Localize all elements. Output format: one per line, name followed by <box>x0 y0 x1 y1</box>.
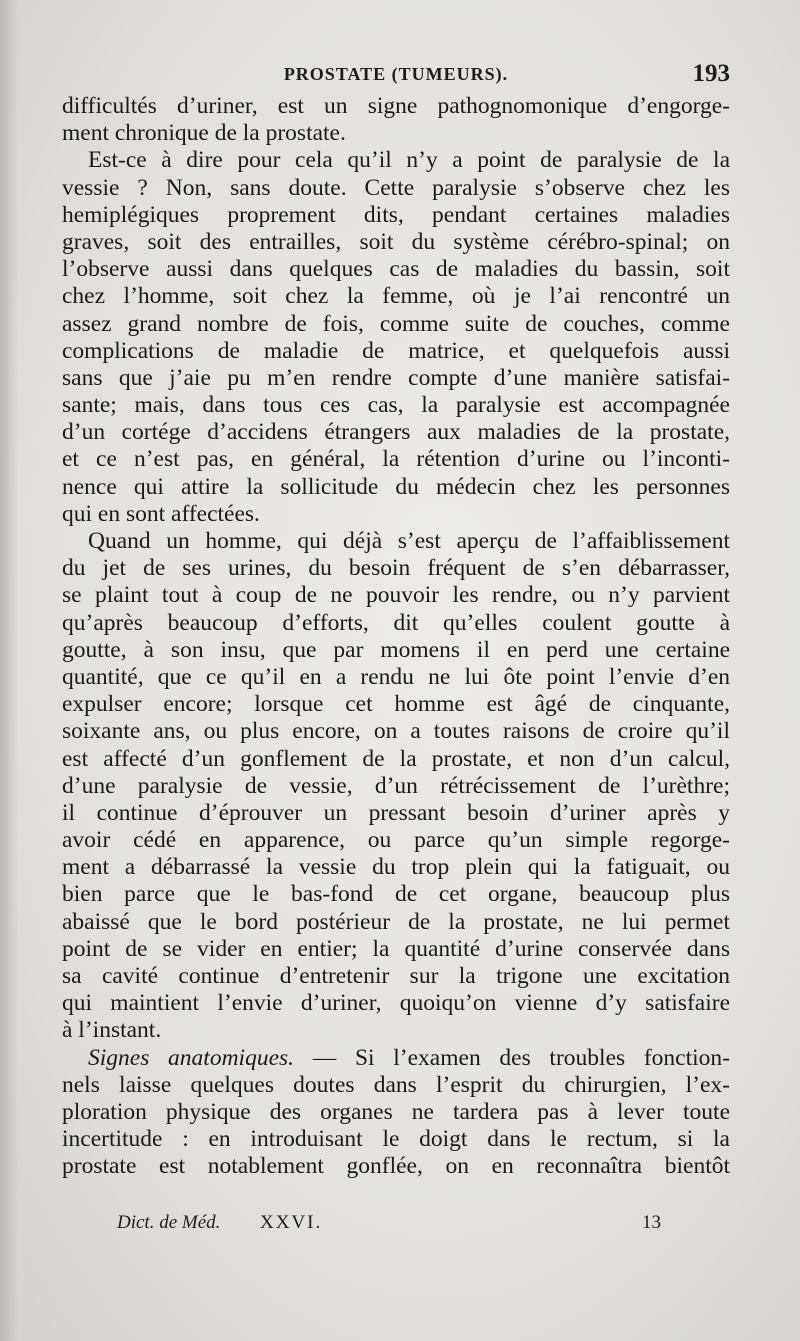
page-footer <box>62 1212 730 1240</box>
text-line: Quand un homme, qui déjà s’est aperçu de l’affaiblissement <box>88 528 730 554</box>
sheet-number: 13 <box>642 1212 661 1233</box>
text-line: abaissé que le bord postérieur de la prostate, ne lui permet <box>62 908 730 935</box>
text-line: sante; mais, dans tous ces cas, la paralysie est accompagnée <box>62 392 730 419</box>
text-line: sa cavité continue d’entretenir sur la trigone une excitation <box>62 963 730 989</box>
text-line: goutte, à son insu, que par momens il en perd une certaine <box>62 636 730 663</box>
body-text <box>62 93 730 1181</box>
text-line: ment a débarrassé la vessie du trop plein qui la fatiguait, ou <box>62 854 730 881</box>
text-line: expulser encore; lorsque cet homme est âgé de cinquante, <box>62 691 730 718</box>
text-line: d’un cortége d’accidens étrangers aux maladies de la prostate, <box>62 419 730 446</box>
text-line: à l’instant. <box>62 1017 162 1044</box>
text-line: nels laisse quelques doutes dans l’esprit du chirurgien, l’ex- <box>62 1071 730 1098</box>
text-line: prostate est notablement gonflée, on en reconnaîtra bientôt <box>62 1153 730 1180</box>
text-line: incertitude : en introduisant le doigt dans le rectum, si la <box>62 1126 730 1153</box>
text-line: vessie ? Non, sans doute. Cette paralysie s’observe chez les <box>62 174 730 201</box>
signature-mark: Dict. de Méd. <box>117 1212 221 1233</box>
text-line: avoir cédé en apparence, ou parce qu’un simple regorge- <box>62 827 730 854</box>
text-line: qui en sont affectées. <box>62 500 260 527</box>
running-title: PROSTATE (TUMEURS). <box>283 64 509 84</box>
section-heading: Signes anatomiques. <box>88 1044 295 1071</box>
text-line: Est-ce à dire pour cela qu’il n’y a point de paralysie de la <box>88 147 730 174</box>
page-number: 193 <box>692 60 730 87</box>
text-line: ment chronique de la prostate. <box>62 120 346 147</box>
text-line: se plaint tout à coup de ne pouvoir les rendre, ou n’y parvient <box>62 582 730 609</box>
text-line: du jet de ses urines, du besoin fréquent de s’en débarrasser, <box>62 555 730 582</box>
text-line: il continue d’éprouver un pressant besoin d’uriner après y <box>62 799 730 826</box>
text-line: quantité, que ce qu’il en a rendu ne lui ôte point l’envie d’en <box>62 663 730 690</box>
text-line: point de se vider en entier; la quantité d’urine conservée dans <box>62 935 730 962</box>
text-line-rest: — Si l’examen des troubles fonction- <box>294 1044 730 1071</box>
text-line: bien parce que le bas-fond de cet organe, beaucoup plus <box>62 881 730 908</box>
text-line: d’une paralysie de vessie, d’un rétrécissement de l’urèthre; <box>62 772 730 799</box>
running-head <box>62 60 730 90</box>
text-line: chez l’homme, soit chez la femme, où je l’ai rencontré un <box>62 283 730 310</box>
text-line: soixante ans, ou plus encore, on a toutes raisons de croire qu’il <box>62 718 730 745</box>
text-line: assez grand nombre de fois, comme suite de couches, comme <box>62 310 730 337</box>
text-line: difficultés d’uriner, est un signe pathognomonique d’engorge- <box>62 93 730 119</box>
text-line: ploration physique des organes ne tardera pas à lever toute <box>62 1098 730 1125</box>
text-line: qui maintient l’envie d’uriner, quoiqu’on vienne d’y satisfaire <box>62 990 730 1017</box>
page-gutter-shadow <box>0 0 18 1341</box>
text-line: sans que j’aie pu m’en rendre compte d’une manière satisfai- <box>62 364 730 391</box>
text-line: hemiplégiques proprement dits, pendant certaines maladies <box>62 201 730 228</box>
text-line: est affecté d’un gonflement de la prostate, et non d’un calcul, <box>62 745 730 772</box>
text-line <box>62 1045 730 1072</box>
text-line: qu’après beaucoup d’efforts, dit qu’elles coulent goutte à <box>62 609 730 636</box>
text-line: complications de maladie de matrice, et quelquefois aussi <box>62 337 730 364</box>
text-line: nence qui attire la sollicitude du médecin chez les personnes <box>62 473 730 500</box>
volume-number: XXVI. <box>260 1212 323 1233</box>
text-line: et ce n’est pas, en général, la rétention d’urine ou l’inconti- <box>62 446 730 473</box>
text-line: l’observe aussi dans quelques cas de maladies du bassin, soit <box>62 256 730 283</box>
text-line: graves, soit des entrailles, soit du système cérébro-spinal; on <box>62 228 730 255</box>
